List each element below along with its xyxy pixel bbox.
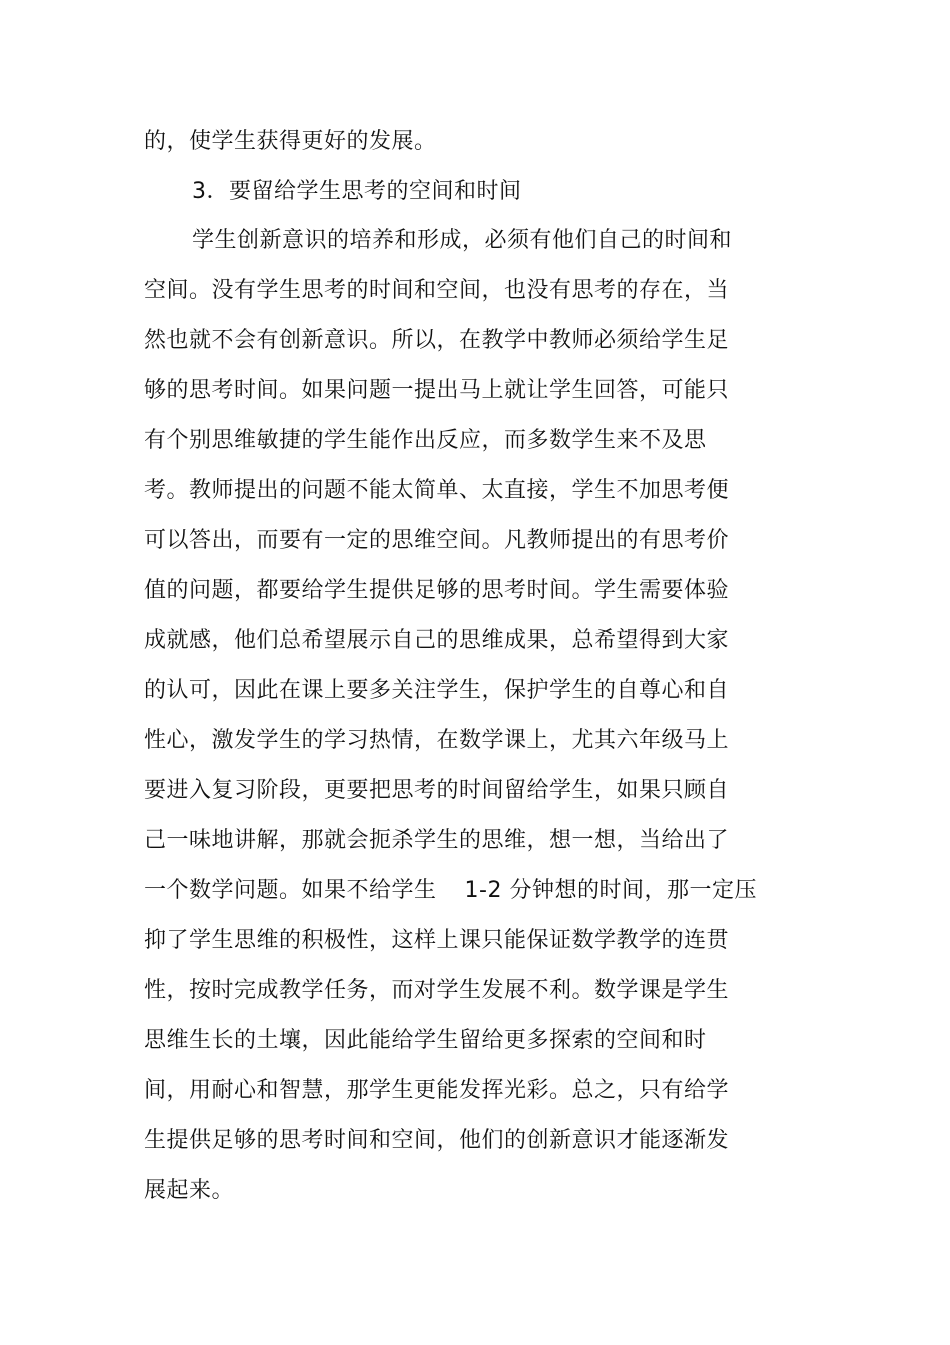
text-line: 抑了学生思维的积极性，这样上课只能保证数学教学的连贯	[144, 928, 730, 953]
text-line: 值的问题，都要给学生提供足够的思考时间。学生需要体验	[144, 578, 730, 603]
text-line: 可以答出，而要有一定的思维空间。凡教师提出的有思考价	[144, 528, 730, 553]
text-line	[144, 876, 757, 906]
text-line: 要进入复习阶段，更要把思考的时间留给学生，如果只顾自	[144, 778, 730, 803]
text-line: 的，使学生获得更好的发展。	[144, 129, 437, 154]
text-line: 考。教师提出的问题不能太简单、太直接，学生不加思考便	[144, 478, 730, 503]
text-line: 性心，激发学生的学习热情，在数学课上，尤其六年级马上	[144, 728, 730, 753]
text-line: 空间。没有学生思考的时间和空间，也没有思考的存在，当	[144, 278, 730, 303]
text-line: 思维生长的土壤，因此能给学生留给更多探索的空间和时	[144, 1028, 707, 1053]
text-line: 有个别思维敏捷的学生能作出反应，而多数学生来不及思	[144, 428, 707, 453]
text-line: 学生创新意识的培养和形成，必须有他们自己的时间和	[192, 228, 733, 253]
text-line: 的认可，因此在课上要多关注学生，保护学生的自尊心和自	[144, 678, 730, 703]
text-line: 己一味地讲解，那就会扼杀学生的思维，想一想，当给出了	[144, 828, 730, 853]
text-line: 成就感，他们总希望展示自己的思维成果，总希望得到大家	[144, 628, 730, 653]
text-line: 然也就不会有创新意识。所以，在教学中教师必须给学生足	[144, 328, 730, 353]
text-line: 间，用耐心和智慧，那学生更能发挥光彩。总之，只有给学	[144, 1078, 730, 1103]
section-heading: 3．要留给学生思考的空间和时间	[192, 179, 522, 204]
text-line: 够的思考时间。如果问题一提出马上就让学生回答，可能只	[144, 378, 730, 403]
text-segment: 一个数学问题。如果不给学生	[144, 878, 437, 903]
text-line: 性，按时完成教学任务，而对学生发展不利。数学课是学生	[144, 978, 730, 1003]
text-line: 展起来。	[144, 1178, 235, 1203]
text-segment: 1-2 分钟想的时间，那一定压	[464, 878, 757, 903]
text-line: 生提供足够的思考时间和空间，他们的创新意识才能逐渐发	[144, 1128, 730, 1153]
